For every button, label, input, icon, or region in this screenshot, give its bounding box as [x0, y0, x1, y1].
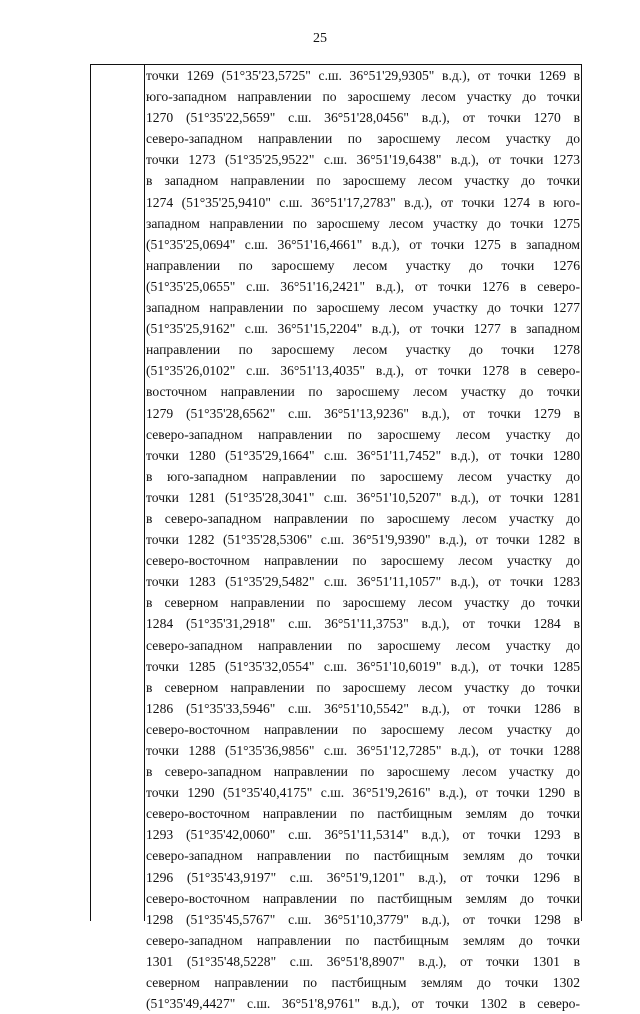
text-line: в северном направлении по заросшему лесом участку до точки	[146, 595, 580, 611]
text-line: (51°35'26,0102" с.ш. 36°51'13,4035" в.д.), от точки 1278 в северо-	[146, 363, 580, 379]
text-line: точки 1282 (51°35'28,5306" с.ш. 36°51'9,9390" в.д.), от точки 1282 в	[146, 532, 580, 548]
text-line: в северо-западном направлении по заросшему лесом участку до	[146, 764, 580, 780]
text-line: 1286 (51°35'33,5946" с.ш. 36°51'10,5542" в.д.), от точки 1286 в	[146, 700, 580, 716]
text-line: точки 1281 (51°35'28,3041" с.ш. 36°51'10,5207" в.д.), от точки 1281	[146, 489, 580, 505]
text-line: (51°35'25,0694" с.ш. 36°51'16,4661" в.д.), от точки 1275 в западном	[146, 236, 580, 252]
text-line: северо-восточном направлении по заросшему лесом участку до	[146, 721, 580, 737]
text-line: 1279 (51°35'28,6562" с.ш. 36°51'13,9236" в.д.), от точки 1279 в	[146, 405, 580, 421]
boundary-description-table	[90, 64, 582, 1012]
column-divider	[144, 65, 145, 921]
text-line: 1301 (51°35'48,5228" с.ш. 36°51'8,8907" в.д.), от точки 1301 в	[146, 953, 580, 969]
page-number: 25	[313, 31, 327, 46]
text-line: точки 1273 (51°35'25,9522" с.ш. 36°51'19,6438" в.д.), от точки 1273	[146, 152, 580, 168]
text-line: в западном направлении по заросшему лесом участку до точки	[146, 173, 580, 189]
text-line: северном направлении по пастбищным землям до точки 1302	[146, 975, 580, 991]
text-line: восточном направлении по заросшему лесом участку до точки	[146, 384, 580, 400]
text-line: точки 1269 (51°35'23,5725" с.ш. 36°51'29,9305" в.д.), от точки 1269 в	[146, 68, 580, 83]
text-line: 1270 (51°35'22,5659" с.ш. 36°51'28,0456" в.д.), от точки 1270 в	[146, 110, 580, 126]
text-line: юго-западном направлении по заросшему лесом участку до точки	[146, 89, 580, 105]
text-line: 1298 (51°35'45,5767" с.ш. 36°51'10,3779" в.д.), от точки 1298 в	[146, 911, 580, 927]
text-line: точки 1290 (51°35'40,4175" с.ш. 36°51'9,2616" в.д.), от точки 1290 в	[146, 785, 580, 801]
text-line: западном направлении по заросшему лесом участку до точки 1277	[146, 300, 580, 316]
text-line: северо-восточном направлении по заросшему лесом участку до	[146, 553, 580, 569]
text-line: 1274 (51°35'25,9410" с.ш. 36°51'17,2783" в.д.), от точки 1274 в юго-	[146, 194, 580, 210]
text-line: направлении по заросшему лесом участку до точки 1276	[146, 257, 580, 273]
text-line: 1293 (51°35'42,0060" с.ш. 36°51'11,5314" в.д.), от точки 1293 в	[146, 827, 580, 843]
text-line: северо-западном направлении по заросшему лесом участку до	[146, 426, 580, 442]
text-line: северо-западном направлении по пастбищным землям до точки	[146, 932, 580, 948]
text-line: западном направлении по заросшему лесом участку до точки 1275	[146, 215, 580, 231]
text-line: 1284 (51°35'31,2918" с.ш. 36°51'11,3753" в.д.), от точки 1284 в	[146, 616, 580, 632]
text-line: в северном направлении по заросшему лесом участку до точки	[146, 679, 580, 695]
text-line: северо-западном направлении по заросшему лесом участку до	[146, 637, 580, 653]
text-line: точки 1285 (51°35'32,0554" с.ш. 36°51'10,6019" в.д.), от точки 1285	[146, 658, 580, 674]
text-line: направлении по заросшему лесом участку до точки 1278	[146, 342, 580, 358]
text-line: точки 1280 (51°35'29,1664" с.ш. 36°51'11,7452" в.д.), от точки 1280	[146, 447, 580, 463]
text-line: (51°35'25,0655" с.ш. 36°51'16,2421" в.д.), от точки 1276 в северо-	[146, 278, 580, 294]
boundary-description-cell	[146, 65, 580, 1014]
text-line: точки 1288 (51°35'36,9856" с.ш. 36°51'12,7285" в.д.), от точки 1288	[146, 743, 580, 758]
text-line: 1296 (51°35'43,9197" с.ш. 36°51'9,1201" в.д.), от точки 1296 в	[146, 869, 580, 885]
text-line: северо-восточном направлении по пастбищным землям до точки	[146, 806, 580, 822]
text-line: северо-восточном направлении по пастбищным землям до точки	[146, 890, 580, 906]
text-line: (51°35'49,4427" с.ш. 36°51'8,9761" в.д.), от точки 1302 в северо-	[146, 996, 580, 1012]
text-line: в северо-западном направлении по заросшему лесом участку до	[146, 510, 580, 526]
text-line: северо-западном направлении по заросшему лесом участку до	[146, 131, 580, 147]
text-line: в юго-западном направлении по заросшему лесом участку до	[146, 468, 580, 484]
text-line: точки 1283 (51°35'29,5482" с.ш. 36°51'11,1057" в.д.), от точки 1283	[146, 574, 580, 590]
text-line: (51°35'25,9162" с.ш. 36°51'15,2204" в.д.), от точки 1277 в западном	[146, 321, 580, 337]
text-line: северо-западном направлении по пастбищным землям до точки	[146, 848, 580, 864]
